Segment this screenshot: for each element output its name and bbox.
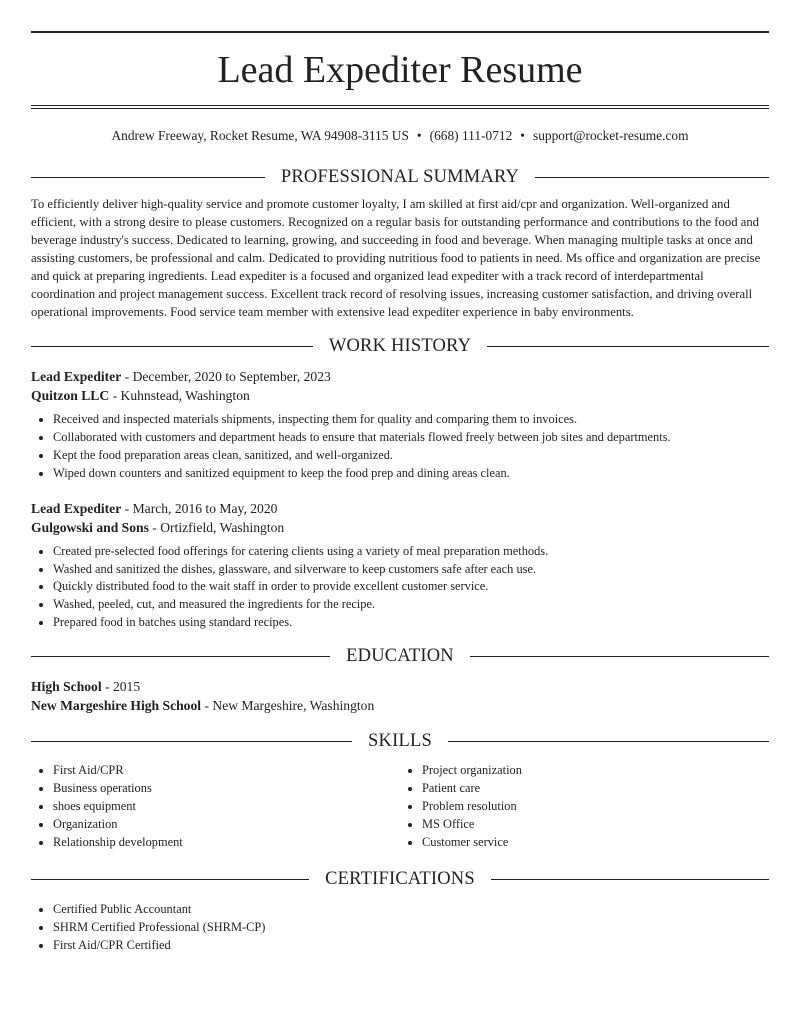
education-year: - 2015 <box>101 679 141 695</box>
contact-line <box>31 127 769 145</box>
education-school: New Margeshire High School <box>31 698 202 714</box>
work-history-heading-text: WORK HISTORY <box>313 336 487 356</box>
education-school-line <box>31 696 769 715</box>
education-heading-text: EDUCATION <box>330 646 470 666</box>
education-location: - New Margeshire, Washington <box>201 698 375 714</box>
contact-phone: (668) 111-0712 <box>429 128 513 143</box>
list-item: • Kept the food preparation areas clean, sanitized, and well-organized. <box>53 447 769 465</box>
education-entry <box>31 677 769 715</box>
list-item: • First Aid/CPR Certified <box>53 937 769 955</box>
work-history-heading <box>31 334 769 358</box>
list-item: • Collaborated with customers and department heads to ensure that materials flowed freely between job sites and departments. <box>53 429 769 447</box>
list-item: • MS Office <box>422 816 769 834</box>
job-dates: - March, 2016 to May, 2020 <box>121 500 278 516</box>
summary-text: To efficiently deliver high-quality service and promote customer loyalty, I am skilled at first aid/cpr and organization. Well-organized and efficient, with a strong desire to please customers. Recognized on a regular basis for outstanding performance and contributions to the food and beverage industry's success. Dedicated to learning, growing, and succeeding in food and beverage. When managing multiple tasks at once and assisting customers, be professional and calm. Dedicated to providing nutritious food to patients in need. Ms office and organization are precise and quick at preparing ingredients. Lead expediter is a focused and organized lead expediter with a track record of interdepartmental coordination and project management success. Excellent track record of resolving issues, increasing customer satisfaction, and driving overall operational improvements. Food service team member with extensive lead expediter experience in baby environments. <box>31 197 761 319</box>
contact-address: Andrew Freeway, Rocket Resume, WA 94908-3115 US <box>111 128 409 143</box>
contact-separator: • <box>416 128 422 143</box>
job-duties-list <box>31 543 769 633</box>
contact-separator: • <box>520 128 525 143</box>
job-company-line <box>31 386 769 405</box>
summary-heading-text: PROFESSIONAL SUMMARY <box>265 167 535 187</box>
list-item: • Patient care <box>422 780 769 798</box>
list-item: • Received and inspected materials shipments, inspecting them for quality and comparing them to invoices. <box>53 411 769 429</box>
skills-list-right <box>400 762 769 852</box>
certifications-heading-text: CERTIFICATIONS <box>309 869 491 889</box>
job-entry <box>31 499 769 633</box>
list-item: • Certified Public Accountant <box>53 901 769 919</box>
job-entry <box>31 367 769 483</box>
list-item: • SHRM Certified Professional (SHRM-CP) <box>53 919 769 937</box>
title-double-rule <box>31 105 769 109</box>
top-rule <box>31 31 769 33</box>
job-company: Quitzon LLC <box>31 388 110 403</box>
contact-email: support@rocket-resume.com <box>533 128 689 143</box>
education-degree: High School <box>31 679 102 695</box>
list-item: • Washed and sanitized the dishes, glassware, and silverware to keep customers safe after each use. <box>53 561 769 579</box>
job-title: Lead Expediter <box>31 369 122 384</box>
job-location: - Ortizfield, Washington <box>148 519 285 535</box>
job-duties-list <box>31 411 769 483</box>
skills-columns <box>31 762 769 852</box>
skills-list-left <box>31 762 400 852</box>
list-item: • Organization <box>53 816 400 834</box>
list-item: • Wiped down counters and sanitized equipment to keep the food prep and dining areas clean. <box>53 465 769 483</box>
job-title-line <box>31 367 769 386</box>
list-item: • Customer service <box>422 834 769 852</box>
job-dates: - December, 2020 to September, 2023 <box>121 369 331 384</box>
certifications-heading <box>31 867 769 891</box>
skills-heading-text: SKILLS <box>352 731 448 751</box>
certifications-list <box>31 901 769 955</box>
list-item: • Created pre-selected food offerings for catering clients using a variety of meal preparation methods. <box>53 543 769 561</box>
list-item: • shoes equipment <box>53 798 400 816</box>
education-heading <box>31 644 769 668</box>
job-company-line <box>31 518 769 537</box>
summary-heading <box>31 165 769 189</box>
list-item: • First Aid/CPR <box>53 762 400 780</box>
job-title-line <box>31 499 769 518</box>
resume-page <box>31 31 769 954</box>
list-item: • Quickly distributed food to the wait staff in order to provide excellent customer service. <box>53 578 769 596</box>
list-item: • Relationship development <box>53 834 400 852</box>
list-item: • Washed, peeled, cut, and measured the ingredients for the recipe. <box>53 596 769 614</box>
job-location: - Kuhnstead, Washington <box>109 388 250 403</box>
list-item: • Problem resolution <box>422 798 769 816</box>
list-item: • Prepared food in batches using standard recipes. <box>53 614 769 632</box>
resume-title: Lead Expediter Resume <box>217 49 583 91</box>
list-item: • Project organization <box>422 762 769 780</box>
education-degree-line <box>31 677 769 696</box>
job-company: Gulgowski and Sons <box>31 519 149 535</box>
job-title: Lead Expediter <box>31 500 122 516</box>
list-item: • Business operations <box>53 780 400 798</box>
skills-heading <box>31 729 769 753</box>
